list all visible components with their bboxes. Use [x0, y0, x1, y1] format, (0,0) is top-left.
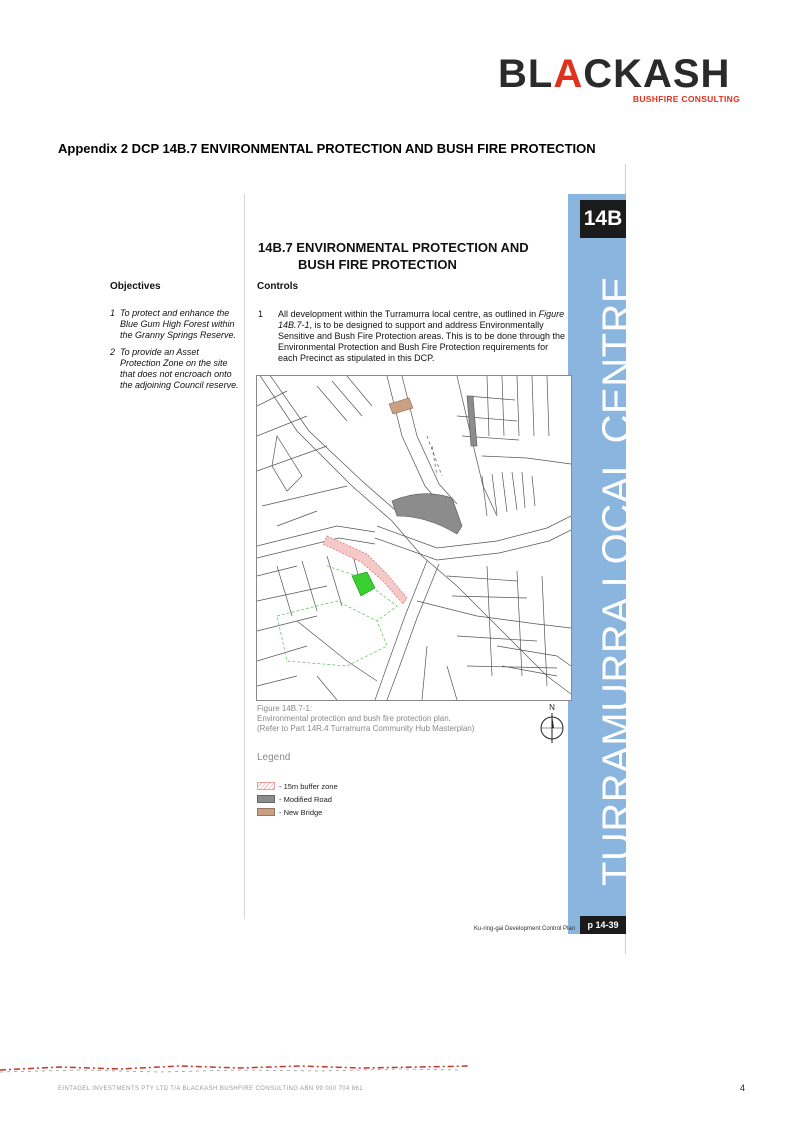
section-title-line2: BUSH FIRE PROTECTION: [298, 257, 457, 272]
legend: [257, 780, 338, 819]
logo-wordmark: BLACKASH: [498, 52, 731, 96]
objective-item: 1 To protect and enhance the Blue Gum High Forest within the Granny Springs Reserve.: [110, 308, 237, 340]
control-text: All development within the Turramurra local centre, as outlined in Figure 14B.7-1, is to be designed to support and address Environmentally Sensitive and Bush Fire Protection areas. This is to be done through the Environmental Protection and Bush Fire Protection requirements for each Precinct as stipulated in this DCP.: [278, 309, 566, 363]
control-number: 1: [258, 309, 264, 319]
objective-item: 2 To provide an Asset Protection Zone on the site that does not encroach onto the adjoining Council reserve.: [110, 347, 239, 390]
section-title-line1: 14B.7 ENVIRONMENTAL PROTECTION AND: [258, 240, 529, 255]
legend-item-bridge: - New Bridge: [257, 806, 338, 818]
north-arrow-icon: [539, 701, 565, 745]
objectives-heading: Objectives: [110, 281, 161, 292]
legend-item-buffer: - 15m buffer zone: [257, 780, 338, 792]
buffer-swatch: [257, 782, 275, 790]
dcp-footer: Ku-ring-gai Development Control Plan: [474, 926, 576, 932]
bridge-swatch: [257, 808, 275, 816]
legend-item-road: - Modified Road: [257, 793, 338, 805]
page-number: 4: [740, 1083, 746, 1093]
section-tab: 14B: [580, 200, 626, 238]
north-label: N: [549, 703, 555, 712]
section-title: [258, 239, 568, 273]
turramurra-plan-map: [256, 375, 572, 701]
scan-edge-artifact: [0, 1058, 470, 1076]
dcp-page-image: [96, 164, 639, 954]
legend-title: Legend: [257, 752, 291, 763]
page-heading: Appendix 2 DCP 14B.7 ENVIRONMENTAL PROTECTION AND BUSH FIRE PROTECTION: [58, 141, 596, 156]
footer-company-text: EINTAGEL INVESTMENTS PTY LTD T/A BLACKASH BUSHFIRE CONSULTING ABN 99 000 704 861: [58, 1086, 363, 1092]
map-drawing: [257, 376, 571, 700]
dcp-page-number: p 14-39: [580, 916, 626, 934]
blackash-logo: [498, 52, 748, 108]
road-swatch: [257, 795, 275, 803]
objectives-list: [110, 308, 240, 397]
column-divider: [244, 194, 245, 919]
controls-heading: Controls: [257, 281, 299, 292]
logo-tagline: BUSHFIRE CONSULTING: [632, 94, 740, 104]
figure-caption: Figure 14B.7-1: Environmental protection and bush fire protection plan. (Refer to Part 14R.4 Turramurra Community Hub Masterplan): [257, 704, 475, 733]
section-vertical-title: TURRAMURRA LOCAL CENTRE: [595, 275, 639, 886]
